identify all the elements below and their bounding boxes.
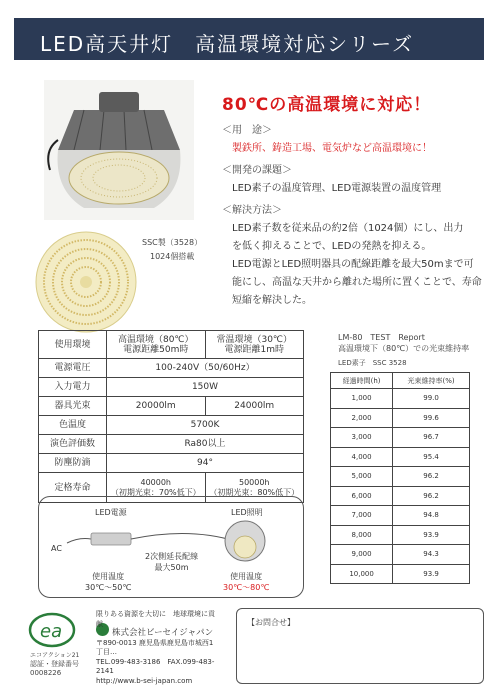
led-board-image [28, 230, 148, 335]
lm80-chip: LED素子 SSC 3528 [338, 359, 407, 367]
company-address: 〒890-0013 鹿児島県鹿児島市城西1丁目… [96, 638, 214, 656]
company-info [96, 610, 218, 686]
spec-value: 100-240V（50/60Hz） [107, 359, 304, 378]
spec-table [38, 330, 304, 503]
lm80-hours: 1,000 [331, 389, 393, 409]
company-tel: TEL.099-483-3186 FAX.099-483-2141 [96, 657, 215, 675]
power-supply-box [91, 533, 131, 545]
lm80-header: 経過時間(h) [331, 373, 393, 389]
lm80-rate: 99.0 [393, 389, 470, 409]
table-row [331, 545, 470, 565]
lm80-title-block [338, 332, 469, 354]
temp-right-line2: 30℃～80℃ [223, 583, 270, 592]
dev-theme-heading: ＜開発の課題＞ [222, 165, 292, 176]
contact-box [236, 608, 484, 684]
lm80-hours: 8,000 [331, 525, 393, 545]
spec-value-normal: 24000lm [205, 397, 304, 416]
temp-left [85, 571, 131, 593]
temp-right-line1: 使用温度 [230, 572, 263, 581]
logo-caption: エコアクション21 [30, 652, 80, 659]
lm80-rate: 95.4 [393, 447, 470, 467]
lm80-rate: 93.9 [393, 525, 470, 545]
spec-value: 150W [107, 378, 304, 397]
ssc-caption [142, 236, 202, 264]
wiring-diagram [38, 496, 304, 598]
table-row [331, 486, 470, 506]
lm80-rate: 96.2 [393, 467, 470, 487]
spec-label: 電源電圧 [39, 359, 107, 378]
table-row [331, 408, 470, 428]
temp-right [223, 571, 269, 593]
lm80-subtitle: 高温環境下（80℃）での光束維持率 [338, 344, 470, 353]
description-block [222, 122, 482, 310]
lm80-rate: 94.3 [393, 545, 470, 565]
table-row [331, 525, 470, 545]
ssc-count: 1024個搭載 [150, 252, 195, 261]
usage-text: 製鉄所、鋳造工場、電気炉など高温環境に！ [232, 143, 432, 154]
ssc-label: SSC製（3528） [142, 238, 203, 247]
power-label: LED電源 [95, 508, 127, 517]
cable-line1: 2次側延長配線 [145, 552, 199, 561]
spec-label: 入力電力 [39, 378, 107, 397]
lm80-hours: 2,000 [331, 408, 393, 428]
spec-label: 演色評価数 [39, 435, 107, 454]
spec-label: 器具光束 [39, 397, 107, 416]
lm80-hours: 9,000 [331, 545, 393, 565]
cert-number [30, 660, 79, 678]
spec-col-normal-line2: 電源距離1m時 [224, 344, 284, 355]
solution-line: を低く抑えることで、LEDの発熱を抑える。 [232, 241, 432, 252]
cable-line2: 最大50m [154, 563, 189, 572]
lm80-hours: 6,000 [331, 486, 393, 506]
lm80-rate: 94.8 [393, 506, 470, 526]
page-title: LED高天井灯 高温環境対応シリーズ [40, 32, 415, 56]
company-name: 株式会社ビーセイジャパン [112, 628, 214, 638]
lm80-hours: 3,000 [331, 428, 393, 448]
temp-left-line2: 30℃～50℃ [85, 583, 132, 592]
company-web: http://www.b-sei-japan.com [96, 676, 193, 685]
cert-line1: 認証・登録番号 [30, 660, 79, 668]
spec-value-hot: 20000lm [107, 397, 206, 416]
table-row [331, 447, 470, 467]
solution-line: 短縮を解決した。 [232, 295, 312, 306]
lm80-table [330, 372, 470, 584]
table-row [331, 467, 470, 487]
lm80-hours: 4,000 [331, 447, 393, 467]
led-high-bay-lamp-image [44, 80, 194, 220]
spec-col-hot-line2: 電源距離50m時 [123, 344, 189, 355]
headline: 80℃の高温環境に対応！ [222, 95, 432, 115]
usage-heading: ＜用 途＞ [222, 125, 272, 136]
table-row [331, 389, 470, 409]
table-row [331, 506, 470, 526]
temp-left-line1: 使用温度 [92, 572, 125, 581]
solution-line: LED素子数を従来品の約2倍（1024個）にし、出力 [232, 223, 464, 234]
spec-label: 防塵防滴 [39, 454, 107, 473]
table-row [331, 428, 470, 448]
lm80-header: 光束維持率(%) [393, 373, 470, 389]
lm80-title: LM-80 TEST Report [338, 333, 425, 342]
lm80-rate: 93.9 [393, 564, 470, 584]
svg-text:ea: ea [40, 621, 63, 642]
spec-col-normal-line1: 常温環境（30℃） [216, 334, 293, 345]
lm80-hours: 7,000 [331, 506, 393, 526]
dev-theme-text: LED素子の温度管理、LED電源装置の温度管理 [232, 183, 442, 194]
solution-line: 能にし、高温な天井から離れた場所に置くことで、寿命 [232, 277, 482, 288]
lm80-hours: 10,000 [331, 564, 393, 584]
cert-line2: 0008226 [30, 669, 62, 677]
lm80-hours: 5,000 [331, 467, 393, 487]
spec-label: 使用環境 [39, 331, 107, 359]
table-row [331, 564, 470, 584]
eco-action-logo [28, 612, 76, 648]
slogan: 限りある資源を大切に 地球環境に貢献 [96, 610, 215, 628]
spec-label: 定格寿命 [39, 473, 107, 503]
lifetime-normal: 50000h [238, 477, 270, 487]
ac-label: AC [51, 544, 62, 553]
cable-caption [145, 551, 198, 573]
spec-col-hot-line1: 高温環境（80℃） [117, 334, 194, 345]
lifetime-normal-note: （初期光束：80%低下） [209, 487, 300, 497]
spec-value: 94° [107, 454, 304, 473]
light-label: LED照明 [231, 508, 263, 517]
lifetime-hot-note: （初期光束：70%低下） [110, 487, 201, 497]
solution-line: LED電源とLED照明器具の配線距離を最大50mまで可 [232, 259, 474, 270]
title-banner [14, 18, 484, 60]
lm80-rate: 96.7 [393, 428, 470, 448]
contact-label: 【お問合せ】 [247, 618, 295, 627]
lm80-rate: 99.6 [393, 408, 470, 428]
spec-value: Ra80以上 [107, 435, 304, 454]
spec-value: 5700K [107, 416, 304, 435]
spec-col-hot [107, 331, 206, 359]
lifetime-hot: 40000h [140, 477, 172, 487]
solution-heading: ＜解決方法＞ [222, 205, 282, 216]
spec-label: 色温度 [39, 416, 107, 435]
lm80-rate: 96.2 [393, 486, 470, 506]
spec-col-normal [205, 331, 304, 359]
